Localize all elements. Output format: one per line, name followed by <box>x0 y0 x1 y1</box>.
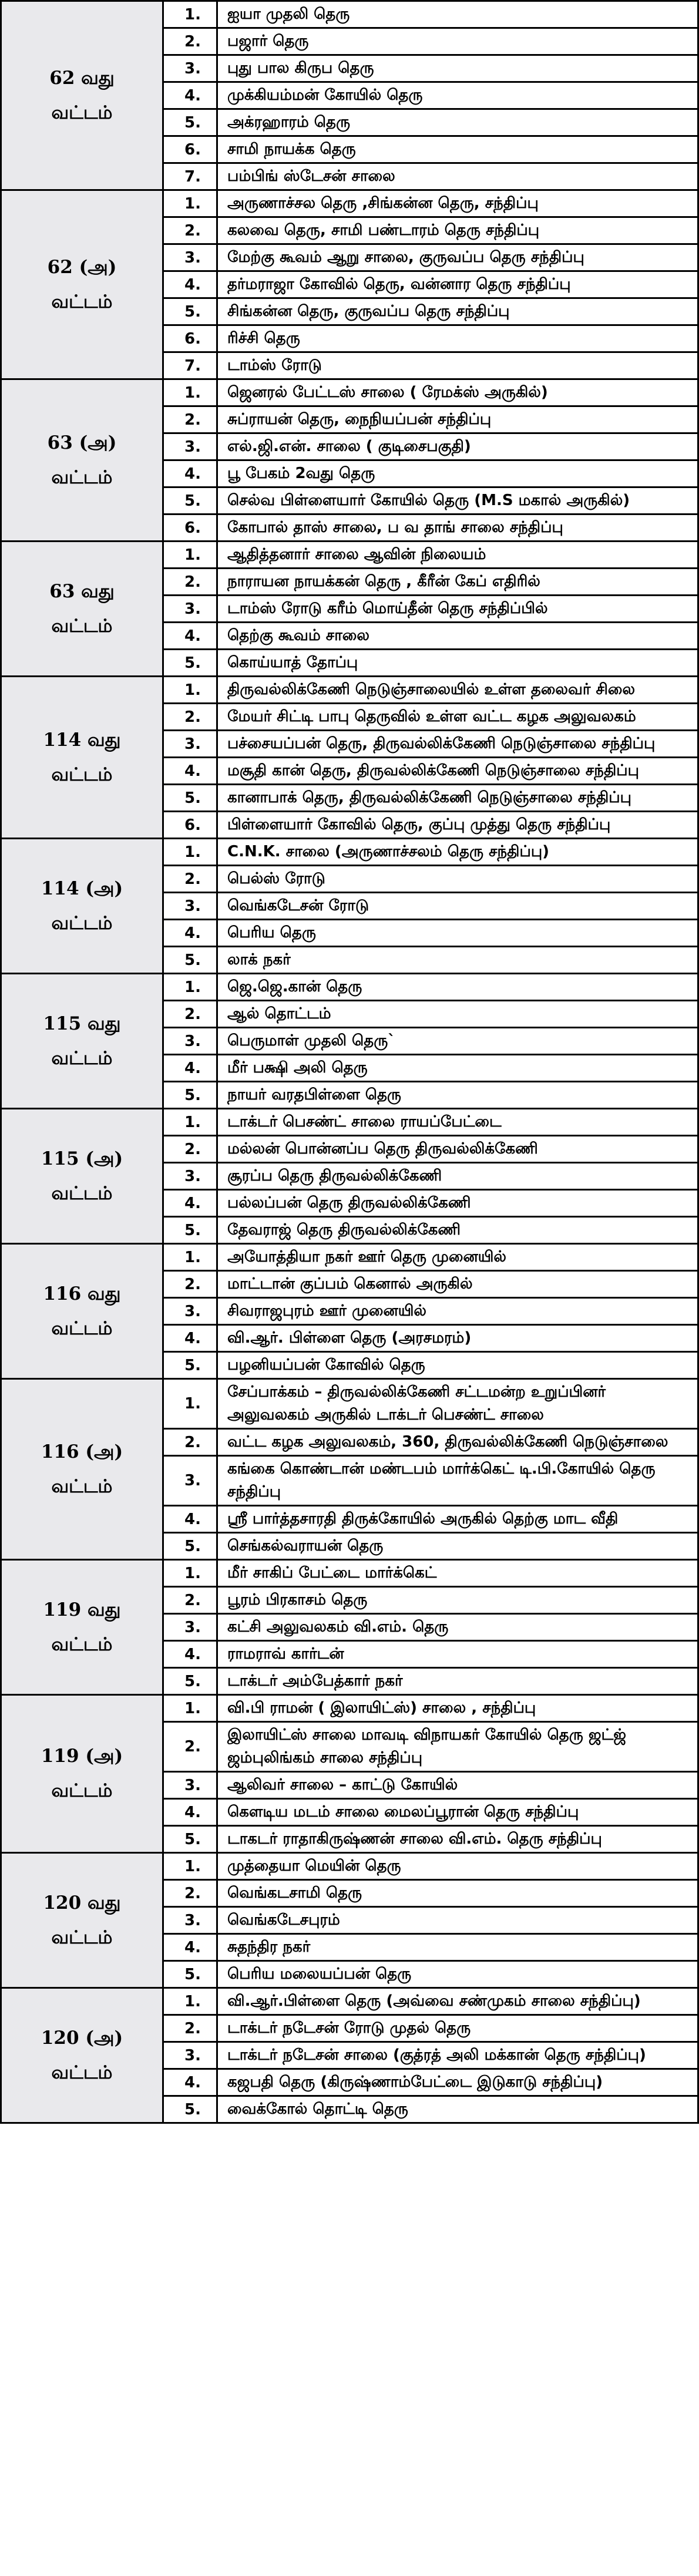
street-name: C.N.K. சாலை (அருணாச்சலம் தெரு சந்திப்பு) <box>217 839 698 866</box>
street-name: புது பால கிருப தெரு <box>217 55 698 82</box>
ward-label-cell <box>1 974 163 1109</box>
street-number: 3. <box>163 1163 217 1190</box>
street-name: மீர் பக்ஷி அலி தெரு <box>217 1055 698 1082</box>
street-number: 5. <box>163 785 217 812</box>
ward-word: வட்டம் <box>51 1047 113 1069</box>
street-number: 5. <box>163 1217 217 1244</box>
street-number: 3. <box>163 1614 217 1641</box>
ward-number: 114 வது <box>43 729 121 751</box>
ward-label-cell <box>1 379 163 542</box>
street-name: கானாபாக் தெரு, திருவல்லிக்கேணி நெடுஞ்சாலை சந்திப்பு <box>217 785 698 812</box>
street-name: ஐயா முதலி தெரு <box>217 1 698 28</box>
street-number: 3. <box>163 1028 217 1055</box>
street-number: 6. <box>163 514 217 542</box>
street-name: ஜெ.ஜெ.கான் தெரு <box>217 974 698 1001</box>
street-number: 7. <box>163 352 217 379</box>
street-number: 2. <box>163 1136 217 1163</box>
street-name: செல்வ பிள்ளையார் கோயில் தெரு (M.S மகால் அருகில்) <box>217 487 698 514</box>
street-name: அயோத்தியா நகர் ஊர் தெரு முனையில் <box>217 1244 698 1271</box>
street-name: வி.பி ராமன் ( இலாயிட்ஸ்) சாலை , சந்திப்பு <box>217 1695 698 1722</box>
street-number: 2. <box>163 569 217 596</box>
street-name: மீர் சாகிப் பேட்டை மார்க்கெட் <box>217 1560 698 1587</box>
ward-number: 116 (அ) <box>41 1441 123 1462</box>
street-name: ரிச்சி தெரு <box>217 325 698 352</box>
street-name: மாட்டான் குப்பம் கெனால் அருகில் <box>217 1271 698 1298</box>
street-number: 5. <box>163 1533 217 1560</box>
street-number: 4. <box>163 920 217 947</box>
street-number: 5. <box>163 1961 217 1988</box>
street-number: 1. <box>163 1853 217 1880</box>
street-name: வட்ட கழக அலுவலகம், 360, திருவல்லிக்கேணி நெடுஞ்சாலை <box>217 1429 698 1456</box>
street-number: 2. <box>163 1001 217 1028</box>
street-number: 2. <box>163 1722 217 1772</box>
street-number: 5. <box>163 947 217 974</box>
street-number: 1. <box>163 677 217 704</box>
ward-number: 116 வது <box>43 1283 121 1304</box>
ward-table-body <box>1 1 698 2123</box>
street-name: ஸ்ரீ பார்த்தசாரதி திருக்கோயில் அருகில் தெற்கு மாட வீதி <box>217 1506 698 1533</box>
street-number: 4. <box>163 2069 217 2096</box>
street-name: டாகடர் ராதாகிருஷ்ணன் சாலை வி.எம். தெரு சந்திப்பு <box>217 1826 698 1853</box>
street-number: 6. <box>163 136 217 163</box>
table-row <box>1 1695 698 1722</box>
street-name: பெரிய மலையப்பன் தெரு <box>217 1961 698 1988</box>
street-name: நாராயன நாயக்கன் தெரு , கீரீன் கேப் எதிரில் <box>217 569 698 596</box>
street-number: 2. <box>163 1271 217 1298</box>
street-number: 2. <box>163 406 217 433</box>
ward-word: வட்டம் <box>51 291 113 312</box>
street-name: சாமி நாயக்க தெரு <box>217 136 698 163</box>
street-number: 1. <box>163 542 217 569</box>
table-row <box>1 1244 698 1271</box>
street-number: 4. <box>163 623 217 650</box>
street-number: 2. <box>163 1429 217 1456</box>
street-name: தேவராஜ் தெரு திருவல்லிக்கேணி <box>217 1217 698 1244</box>
street-number: 3. <box>163 731 217 758</box>
street-name: டாம்ஸ் ரோடு கரீம் மொய்தீன் தெரு சந்திப்பில் <box>217 596 698 623</box>
ward-number: 119 வது <box>43 1599 121 1620</box>
street-name: மசூதி கான் தெரு, திருவல்லிக்கேணி நெடுஞ்சாலை சந்திப்பு <box>217 758 698 785</box>
street-name: கெளடிய மடம் சாலை மைலப்பூரான் தெரு சந்திப்பு <box>217 1799 698 1826</box>
ward-number: 63 வது <box>49 580 115 602</box>
ward-word: வட்டம் <box>51 466 113 488</box>
table-row <box>1 974 698 1001</box>
street-name: முத்தையா மெயின் தெரு <box>217 1853 698 1880</box>
street-name: மேயர் சிட்டி பாபு தெருவில் உள்ள வட்ட கழக அலுவலகம் <box>217 704 698 731</box>
street-name: பெரிய தெரு <box>217 920 698 947</box>
street-name: சிவராஜபுரம் ஊர் முனையில் <box>217 1298 698 1325</box>
street-name: டாம்ஸ் ரோடு <box>217 352 698 379</box>
street-name: டாக்டர் நடேசன் ரோடு முதல் தெரு <box>217 2015 698 2042</box>
street-name: வைக்கோல் தொட்டி தெரு <box>217 2096 698 2123</box>
ward-word: வட்டம் <box>51 1633 113 1655</box>
street-name: கலவை தெரு, சாமி பண்டாரம் தெரு சந்திப்பு <box>217 217 698 244</box>
street-number: 2. <box>163 704 217 731</box>
street-name: வெங்கடேசன் ரோடு <box>217 893 698 920</box>
ward-label-cell <box>1 542 163 677</box>
street-name: வெங்கடசாமி தெரு <box>217 1880 698 1907</box>
street-number: 4. <box>163 1325 217 1352</box>
street-name: டாக்டர் பெசண்ட் சாலை ராயப்பேட்டை <box>217 1109 698 1136</box>
street-number: 1. <box>163 1109 217 1136</box>
street-number: 2. <box>163 866 217 893</box>
street-name: ஆலிவர் சாலை – காட்டு கோயில் <box>217 1772 698 1799</box>
street-name: மேற்கு கூவம் ஆறு சாலை, குருவப்ப தெரு சந்திப்பு <box>217 244 698 271</box>
street-name: சேப்பாக்கம் – திருவல்லிக்கேணி சட்டமன்ற உறுப்பினர் அலுவலகம் அருகில் டாக்டர் பெசண்ட் சாலை <box>217 1379 698 1429</box>
ward-label-cell <box>1 1379 163 1560</box>
street-name: இலாயிட்ஸ் சாலை மாவடி விநாயகர் கோயில் தெரு ஜட்ஜ் ஜம்புலிங்கம் சாலை சந்திப்பு <box>217 1722 698 1772</box>
ward-word: வட்டம் <box>51 1780 113 1801</box>
table-row <box>1 379 698 406</box>
table-row <box>1 1109 698 1136</box>
street-number: 5. <box>163 2096 217 2123</box>
street-number: 5. <box>163 1668 217 1695</box>
table-row <box>1 839 698 866</box>
street-number: 5. <box>163 650 217 677</box>
street-name: டாக்டர் அம்பேத்கார் நகர் <box>217 1668 698 1695</box>
street-name: சுதந்திர நகர் <box>217 1934 698 1961</box>
street-name: வி.ஆர். பிள்ளை தெரு (அரசமரம்) <box>217 1325 698 1352</box>
ward-word: வட்டம் <box>51 615 113 637</box>
street-name: சுப்ராயன் தெரு, நைநியப்பன் சந்திப்பு <box>217 406 698 433</box>
ward-label-cell <box>1 1695 163 1853</box>
street-number: 3. <box>163 893 217 920</box>
ward-word: வட்டம் <box>51 1182 113 1204</box>
street-name: பூ பேகம் 2வது தெரு <box>217 460 698 487</box>
ward-word: வட்டம் <box>51 1475 113 1497</box>
ward-word: வட்டம் <box>51 2062 113 2083</box>
street-name: ஆல் தொட்டம் <box>217 1001 698 1028</box>
ward-number: 120 வது <box>43 1892 121 1913</box>
street-number: 4. <box>163 460 217 487</box>
table-row <box>1 1379 698 1429</box>
table-row <box>1 677 698 704</box>
street-number: 2. <box>163 1587 217 1614</box>
street-number: 4. <box>163 82 217 109</box>
ward-word: வட்டம் <box>51 1317 113 1339</box>
street-name: பூரம் பிரகாசம் தெரு <box>217 1587 698 1614</box>
ward-number: 114 (அ) <box>41 877 123 899</box>
street-name: பம்பிங் ஸ்டேசன் சாலை <box>217 163 698 190</box>
ward-label-cell <box>1 1988 163 2123</box>
ward-word: வட்டம் <box>51 912 113 934</box>
street-name: அக்ரஹாரம் தெரு <box>217 109 698 136</box>
street-name: கட்சி அலுவலகம் வி.எம். தெரு <box>217 1614 698 1641</box>
street-number: 5. <box>163 298 217 325</box>
street-name: பல்லப்பன் தெரு திருவல்லிக்கேணி <box>217 1190 698 1217</box>
table-row <box>1 1853 698 1880</box>
street-name: லாக் நகர் <box>217 947 698 974</box>
table-row <box>1 1560 698 1587</box>
street-number: 2. <box>163 217 217 244</box>
ward-number: 119 (அ) <box>41 1746 123 1767</box>
street-name: பழனியப்பன் கோவில் தெரு <box>217 1352 698 1379</box>
street-name: கங்கை கொண்டான் மண்டபம் மார்க்கெட் டி.பி.கோயில் தெரு சந்திப்பு <box>217 1456 698 1506</box>
street-name: நாயர் வரதபிள்ளை தெரு <box>217 1082 698 1109</box>
street-number: 3. <box>163 55 217 82</box>
street-number: 5. <box>163 487 217 514</box>
ward-number: 115 வது <box>43 1013 121 1034</box>
table-row <box>1 190 698 217</box>
table-row <box>1 542 698 569</box>
ward-number: 120 (அ) <box>41 2027 123 2049</box>
street-number: 4. <box>163 271 217 298</box>
street-number: 1. <box>163 1695 217 1722</box>
table-row <box>1 1 698 28</box>
ward-number: 62 (அ) <box>47 256 117 278</box>
table-row <box>1 1988 698 2015</box>
street-number: 5. <box>163 1826 217 1853</box>
street-number: 5. <box>163 1352 217 1379</box>
street-number: 4. <box>163 1055 217 1082</box>
street-number: 4. <box>163 1190 217 1217</box>
street-name: பச்சையப்பன் தெரு, திருவல்லிக்கேணி நெடுஞ்சாலை சந்திப்பு <box>217 731 698 758</box>
street-number: 3. <box>163 1298 217 1325</box>
ward-word: வட்டம் <box>51 102 113 123</box>
street-name: முக்கியம்மன் கோயில் தெரு <box>217 82 698 109</box>
street-number: 4. <box>163 1799 217 1826</box>
street-name: பெருமாள் முதலி தெரு` <box>217 1028 698 1055</box>
street-number: 2. <box>163 28 217 55</box>
street-number: 3. <box>163 433 217 460</box>
ward-label-cell <box>1 1244 163 1379</box>
street-number: 4. <box>163 1506 217 1533</box>
street-number: 3. <box>163 596 217 623</box>
street-number: 1. <box>163 190 217 217</box>
street-number: 1. <box>163 839 217 866</box>
street-number: 4. <box>163 1641 217 1668</box>
street-number: 4. <box>163 758 217 785</box>
street-number: 1. <box>163 974 217 1001</box>
street-number: 1. <box>163 1988 217 2015</box>
street-number: 1. <box>163 1379 217 1429</box>
street-name: தெற்கு கூவம் சாலை <box>217 623 698 650</box>
street-number: 3. <box>163 1772 217 1799</box>
street-name: கொய்யாத் தோப்பு <box>217 650 698 677</box>
street-number: 3. <box>163 1456 217 1506</box>
ward-label-cell <box>1 1 163 190</box>
street-name: டாக்டர் நடேசன் சாலை (குத்ரத் அலி மக்கான் தெரு சந்திப்பு) <box>217 2042 698 2069</box>
street-number: 1. <box>163 1560 217 1587</box>
street-number: 5. <box>163 109 217 136</box>
street-name: எல்.ஜி.என். சாலை ( குடிசைபகுதி) <box>217 433 698 460</box>
street-name: திருவல்லிக்கேணி நெடுஞ்சாலையில் உள்ள தலைவர் சிலை <box>217 677 698 704</box>
street-name: பஜார் தெரு <box>217 28 698 55</box>
street-number: 4. <box>163 1934 217 1961</box>
ward-label-cell <box>1 1109 163 1244</box>
street-number: 2. <box>163 1880 217 1907</box>
ward-label-cell <box>1 839 163 974</box>
street-number: 3. <box>163 1907 217 1934</box>
street-number: 6. <box>163 325 217 352</box>
street-number: 1. <box>163 1 217 28</box>
street-number: 6. <box>163 812 217 839</box>
street-number: 3. <box>163 244 217 271</box>
street-name: சிங்கன்ன தெரு, குருவப்ப தெரு சந்திப்பு <box>217 298 698 325</box>
street-name: ஜெனரல் பேட்டஸ் சாலை ( ரேமக்ஸ் அருகில்) <box>217 379 698 406</box>
street-name: தர்மராஜா கோவில் தெரு, வன்னார தெரு சந்திப்பு <box>217 271 698 298</box>
street-name: வெங்கடேசபுரம் <box>217 1907 698 1934</box>
ward-word: வட்டம் <box>51 1926 113 1948</box>
street-name: சூரப்ப தெரு திருவல்லிக்கேணி <box>217 1163 698 1190</box>
street-number: 1. <box>163 379 217 406</box>
ward-number: 63 (அ) <box>47 432 117 453</box>
street-number: 7. <box>163 163 217 190</box>
street-name: மல்லன் பொன்னப்ப தெரு திருவல்லிக்கேணி <box>217 1136 698 1163</box>
street-name: ஆதித்தனார் சாலை ஆவின் நிலையம் <box>217 542 698 569</box>
street-number: 5. <box>163 1082 217 1109</box>
ward-label-cell <box>1 1560 163 1695</box>
street-number: 2. <box>163 2015 217 2042</box>
ward-label-cell <box>1 1853 163 1988</box>
ward-number: 62 வது <box>49 67 115 89</box>
street-name: அருணாச்சல தெரு ,சிங்கன்ன தெரு, சந்திப்பு <box>217 190 698 217</box>
ward-number: 115 (அ) <box>41 1148 123 1169</box>
street-name: கஜபதி தெரு (கிருஷ்ணாம்பேட்டை இடுகாடு சந்திப்பு) <box>217 2069 698 2096</box>
street-name: பெல்ஸ் ரோடு <box>217 866 698 893</box>
ward-word: வட்டம் <box>51 764 113 785</box>
street-number: 1. <box>163 1244 217 1271</box>
street-name: ராமராவ் கார்டன் <box>217 1641 698 1668</box>
street-name: கோபால் தாஸ் சாலை, ப வ தாங் சாலை சந்திப்பு <box>217 514 698 542</box>
ward-label-cell <box>1 190 163 379</box>
street-name: செங்கல்வராயன் தெரு <box>217 1533 698 1560</box>
street-name: வி.ஆர்.பிள்ளை தெரு (அவ்வை சண்முகம் சாலை சந்திப்பு) <box>217 1988 698 2015</box>
ward-label-cell <box>1 677 163 839</box>
street-number: 3. <box>163 2042 217 2069</box>
street-name: பிள்ளையார் கோவில் தெரு, குப்பு முத்து தெரு சந்திப்பு <box>217 812 698 839</box>
